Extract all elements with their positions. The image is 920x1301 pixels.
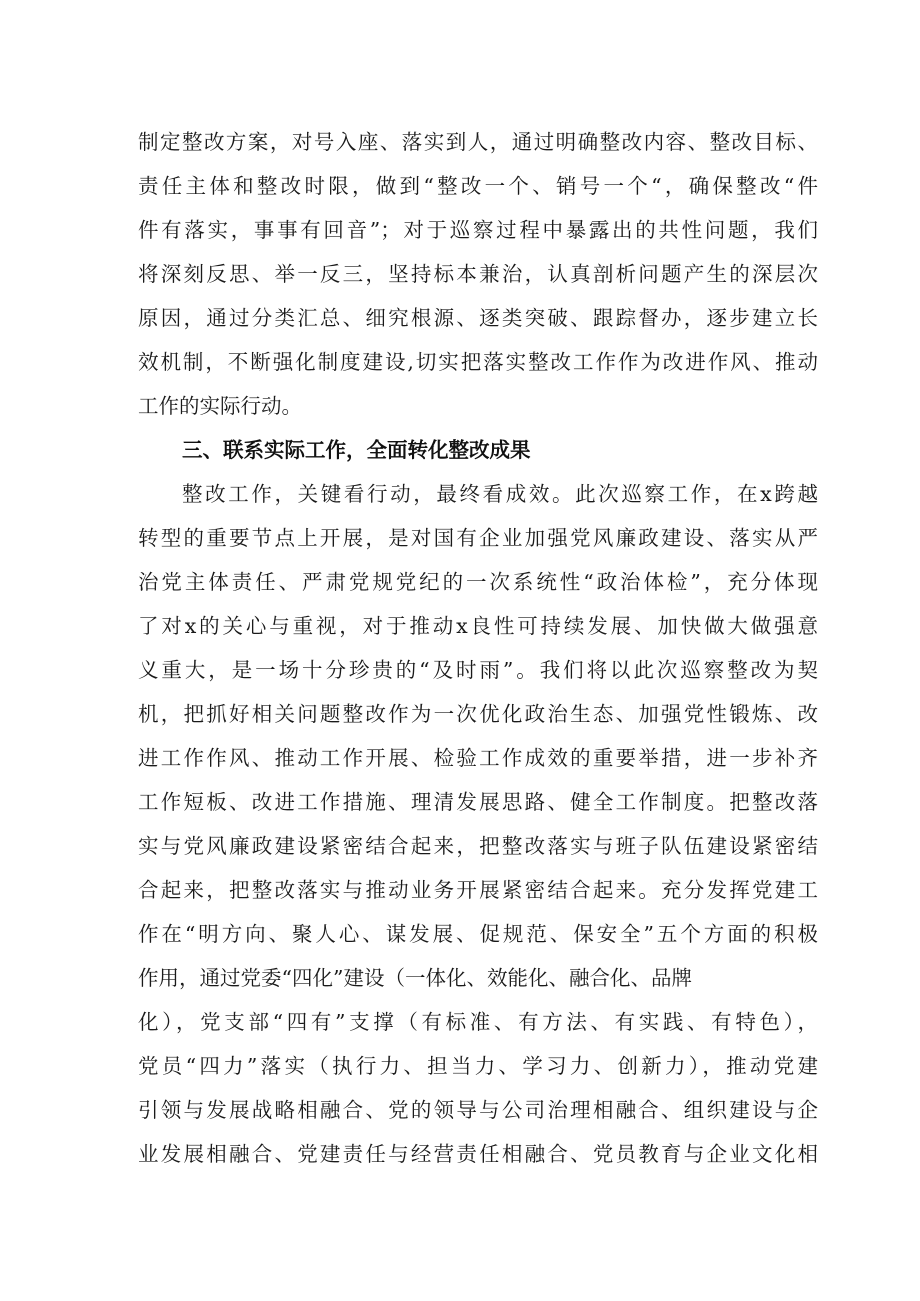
paragraph-continued <box>138 120 818 428</box>
text-line: 效机制，不断强化制度建设,切实把落实整改工作作为改进作风、推动 <box>138 350 818 374</box>
text-line: 治党主体责任、严肃党规党纪的一次系统性“政治体检”，充分体现 <box>138 570 818 594</box>
text-line: 件有落实，事事有回音”；对于巡察过程中暴露出的共性问题，我们 <box>138 218 818 242</box>
text-line: 责任主体和整改时限，做到“整改一个、销号一个“，确保整改“件 <box>138 174 818 198</box>
section-heading: 三、联系实际工作，全面转化整改成果 <box>182 438 531 462</box>
text-line: 将深刻反思、举一反三，坚持标本兼治，认真剖析问题产生的深层次 <box>138 262 818 286</box>
document-body <box>138 120 818 1176</box>
text-line: 进工作作风、推动工作开展、检验工作成效的重要举措，进一步补齐 <box>138 746 818 770</box>
text-line: 作在“明方向、聚人心、谋发展、促规范、保安全”五个方面的积极 <box>138 922 818 946</box>
text-line: 了对x的关心与重视，对于推动x良性可持续发展、加快做大做强意 <box>138 614 818 638</box>
text-line: 工作的实际行动。 <box>138 394 302 418</box>
text-line: 党员“四力”落实（执行力、担当力、学习力、创新力），推动党建 <box>138 1054 818 1078</box>
text-line: 义重大，是一场十分珍贵的“及时雨”。我们将以此次巡察整改为契 <box>138 658 818 682</box>
text-line: 合起来，把整改落实与推动业务开展紧密结合起来。充分发挥党建工 <box>138 878 818 902</box>
paragraph-main <box>138 472 818 1176</box>
text-line: 整改工作，关键看行动，最终看成效。此次巡察工作，在x跨越 <box>182 482 818 506</box>
text-line: 机，把抓好相关问题整改作为一次优化政治生态、加强党性锻炼、改 <box>138 702 818 726</box>
text-line: 原因，通过分类汇总、细究根源、逐类突破、跟踪督办，逐步建立长 <box>138 306 818 330</box>
text-line: 化），党支部“四有”支撑（有标准、有方法、有实践、有特色）， <box>138 1010 818 1034</box>
text-line: 实与党风廉政建设紧密结合起来，把整改落实与班子队伍建设紧密结 <box>138 834 818 858</box>
text-line: 作用，通过党委“四化”建设（一体化、效能化、融合化、品牌 <box>138 966 692 990</box>
text-line: 业发展相融合、党建责任与经营责任相融合、党员教育与企业文化相 <box>138 1142 818 1166</box>
text-line: 引领与发展战略相融合、党的领导与公司治理相融合、组织建设与企 <box>138 1098 818 1122</box>
text-line: 工作短板、改进工作措施、理清发展思路、健全工作制度。把整改落 <box>138 790 818 814</box>
text-line: 转型的重要节点上开展，是对国有企业加强党风廉政建设、落实从严 <box>138 526 818 550</box>
text-line: 制定整改方案，对号入座、落实到人，通过明确整改内容、整改目标、 <box>138 130 818 154</box>
